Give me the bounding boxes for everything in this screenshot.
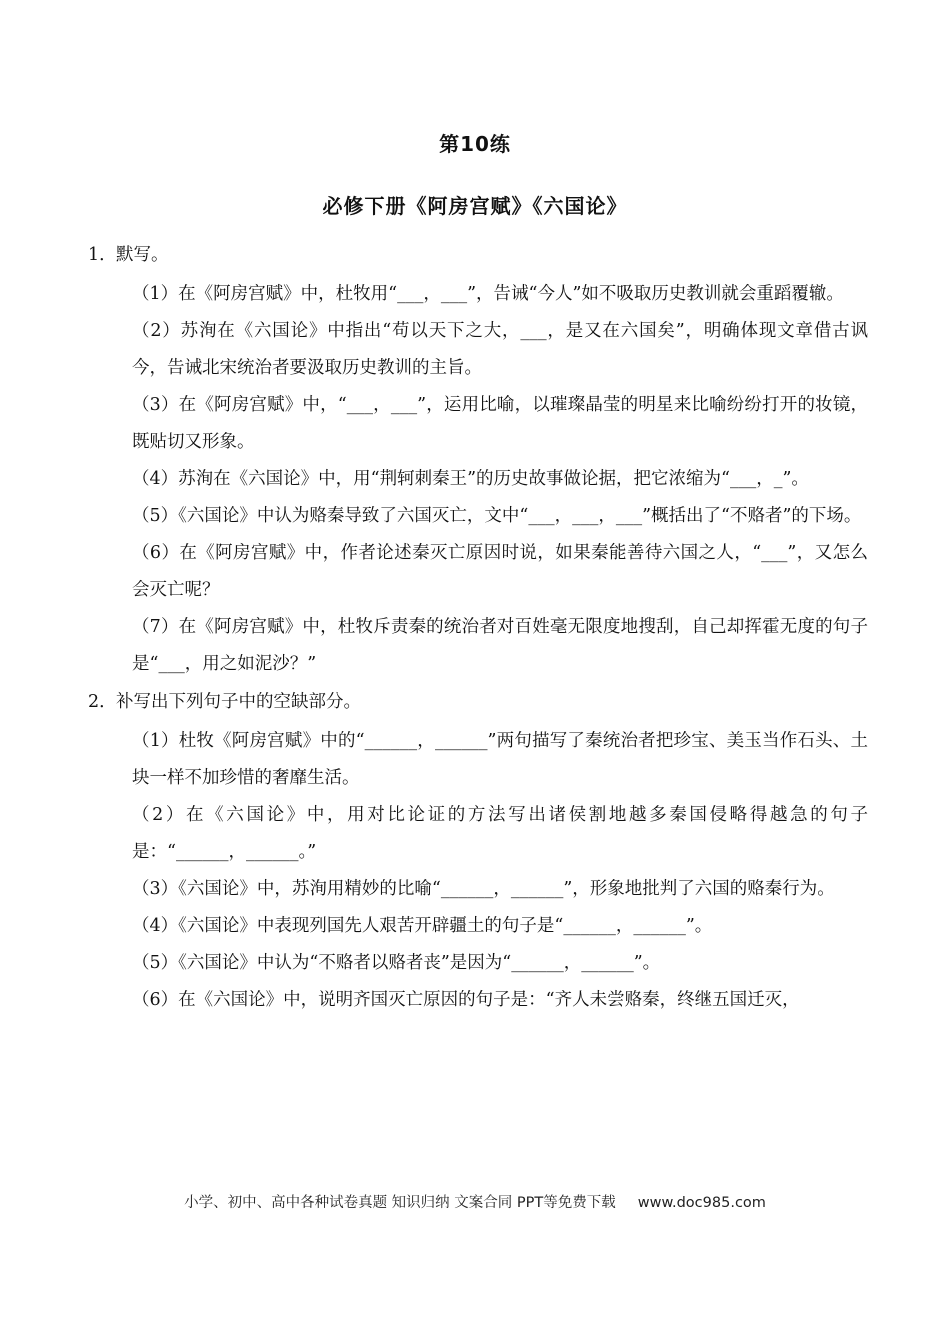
question-item: （1）在《阿房宫赋》中，杜牧用“___，___”，告诫“今人”如不吸取历史教训就会重蹈覆辙。	[132, 284, 844, 304]
question-item: （6）在《阿房宫赋》中，作者论述秦灭亡原因时说，如果秦能善待六国之人，“___”，又怎么会灭亡呢？	[132, 543, 868, 600]
page-subtitle: 必修下册《阿房宫赋》《六国论》	[322, 194, 628, 218]
question-item: （6）在《六国论》中，说明齐国灭亡原因的句子是：“齐人未尝赂秦，终继五国迁灭，	[132, 990, 800, 1010]
exercise-content	[88, 242, 868, 1025]
question-item: （5）《六国论》中认为赂秦导致了六国灭亡，文中“___，___，___”概括出了“不赂者”的下场。	[132, 506, 862, 526]
question-1	[88, 242, 868, 683]
question-item: （3）《六国论》中，苏洵用精妙的比喻“______，______”，形象地批判了六国的赂秦行为。	[132, 879, 835, 899]
footer-url: www.doc985.com	[637, 1195, 766, 1211]
footer-text: 小学、初中、高中各种试卷真题 知识归纳 文案合同 PPT等免费下载	[184, 1195, 616, 1211]
question-header	[88, 689, 868, 715]
question-header	[88, 242, 868, 268]
question-item: （2）在《六国论》中，用对比论证的方法写出诸侯割地越多秦国侵略得越急的句子是：“______，______。”	[132, 805, 868, 862]
page-footer	[0, 1191, 950, 1212]
question-prompt: 默写。	[116, 245, 169, 265]
question-prompt: 补写出下列句子中的空缺部分。	[116, 692, 361, 712]
question-item: （5）《六国论》中认为“不赂者以赂者丧”是因为“______，______”。	[132, 953, 661, 973]
question-2	[88, 689, 868, 1019]
question-item: （3）在《阿房宫赋》中，“___，___”，运用比喻，以璀璨晶莹的明星来比喻纷纷打开的妆镜，既贴切又形象。	[132, 395, 868, 452]
question-item: （4）苏洵在《六国论》中，用“荆轲刺秦王”的历史故事做论据，把它浓缩为“___，_”。	[132, 469, 809, 489]
question-number: 2．	[88, 692, 117, 712]
page-title: 第10练	[439, 132, 511, 156]
question-number: 1．	[88, 245, 117, 265]
question-item: （4）《六国论》中表现列国先人艰苦开辟疆土的句子是“______，______”。	[132, 916, 713, 936]
question-item: （7）在《阿房宫赋》中，杜牧斥责秦的统治者对百姓毫无限度地搜刮，自己却挥霍无度的句子是“___，用之如泥沙？”	[132, 617, 868, 674]
question-item: （2）苏洵在《六国论》中指出“苟以天下之大，___，是又在六国矣”，明确体现文章借古讽今，告诫北宋统治者要汲取历史教训的主旨。	[132, 321, 868, 378]
question-item: （1）杜牧《阿房宫赋》中的“______，______”两句描写了秦统治者把珍宝、美玉当作石头、土块一样不加珍惜的奢靡生活。	[132, 731, 868, 788]
